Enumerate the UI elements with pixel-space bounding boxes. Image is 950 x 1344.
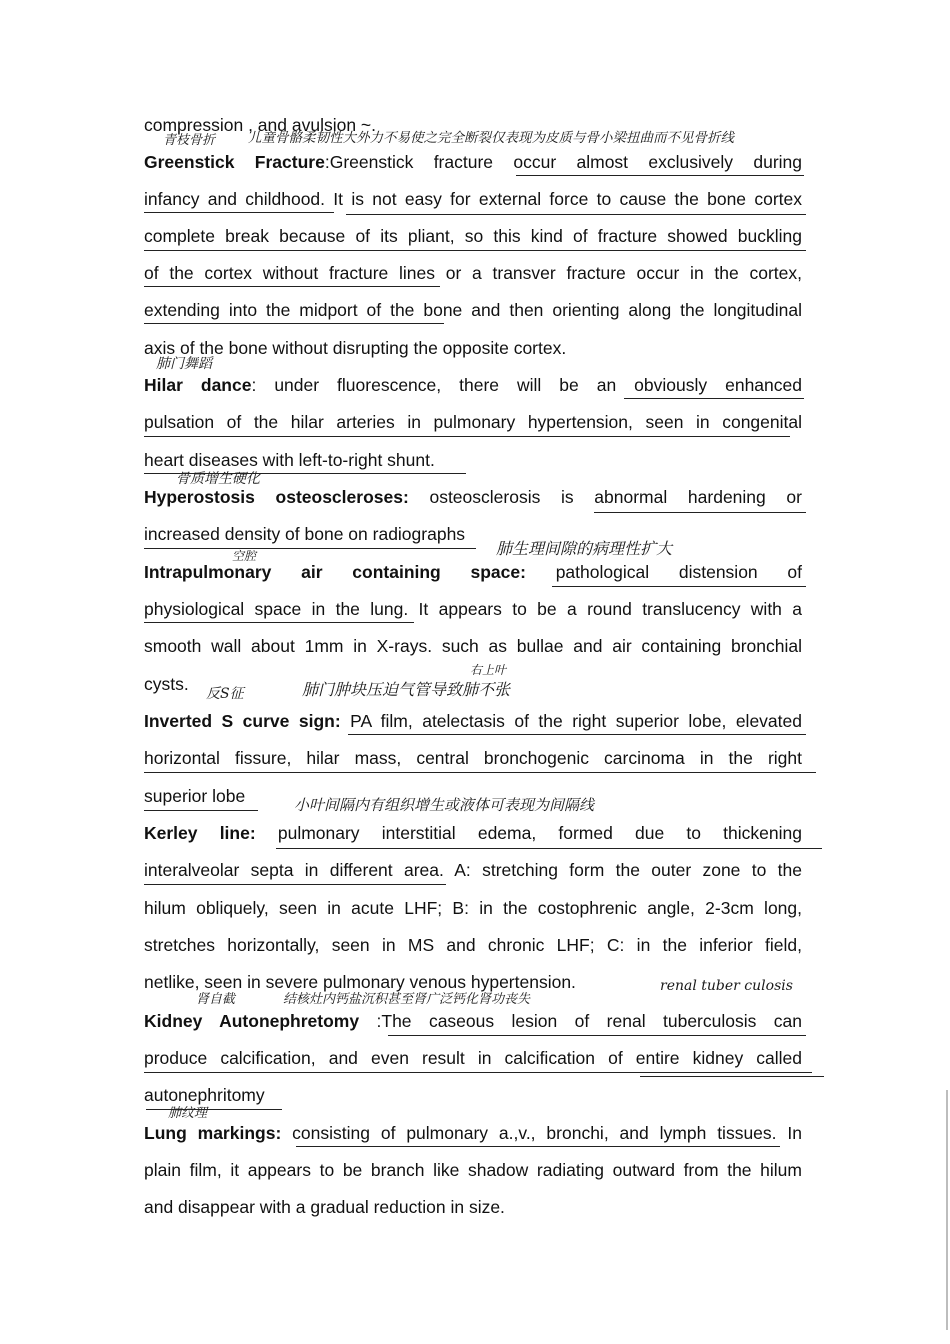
underline-mark	[296, 1146, 780, 1147]
term-heading: Kerley line:	[144, 823, 256, 843]
text-line: axis of the bone without disrupting the opposite cortex.	[144, 338, 567, 358]
text-line: horizontal fissure, hilar mass, central bronchogenic carcinoma in the right	[144, 748, 802, 768]
text-line: autonephritomy	[144, 1085, 265, 1105]
underline-mark	[516, 175, 804, 176]
text-line: produce calcification, and even result in calcification of entire kidney called	[144, 1048, 802, 1068]
text-line: pulsation of the hilar arteries in pulmonary hypertension, seen in congenital	[144, 412, 802, 432]
underline-mark	[144, 1072, 812, 1073]
handwritten-note: 右上叶	[470, 663, 507, 677]
underline-mark	[348, 734, 806, 735]
handwritten-note: 小叶间隔内有组织增生或液体可表现为间隔线	[294, 796, 595, 814]
underline-mark	[144, 884, 446, 885]
term-heading: Hyperostosis osteoscleroses:	[144, 487, 409, 507]
entry-kerley-line: Kerley line: pulmonary interstitial edema, formed due to thickening	[144, 823, 802, 843]
underline-mark	[640, 1076, 824, 1077]
underline-mark	[144, 548, 476, 549]
underline-mark	[144, 772, 816, 773]
underline-mark	[276, 848, 822, 849]
term-heading: Hilar dance	[144, 375, 252, 395]
underline-mark	[144, 473, 466, 474]
handwritten-note: 骨质增生硬化	[176, 471, 260, 487]
handwritten-note: 肺门舞蹈	[156, 356, 212, 372]
underline-mark	[346, 214, 806, 215]
text-line: compression , and avulsion ~.	[144, 115, 377, 135]
text-line: cysts.	[144, 674, 189, 694]
underline-mark	[144, 436, 790, 437]
text-line: extending into the midport of the bone and then orienting along the longitudinal	[144, 300, 802, 320]
text-line: stretches horizontally, seen in MS and chronic LHF; C: in the inferior field,	[144, 935, 802, 955]
term-heading: Kidney Autonephretomy	[144, 1011, 360, 1031]
underline-mark	[624, 398, 804, 399]
handwritten-note: 肺纹理	[168, 1106, 208, 1121]
handwritten-note: 青枝骨折	[163, 133, 216, 148]
handwritten-note: 反S征	[206, 686, 244, 702]
entry-hilar-dance: Hilar dance: under fluorescence, there will be an obviously enhanced	[144, 375, 802, 395]
entry-kidney-autonephretomy: Kidney Autonephretomy :The caseous lesion of renal tuberculosis can	[144, 1011, 802, 1031]
text-line: infancy and childhood. It is not easy for external force to cause the bone cortex	[144, 189, 802, 209]
handwritten-note: 空腔	[232, 549, 257, 563]
handwritten-note: 结核灶内钙盐沉积甚至肾广泛钙化肾功丧失	[283, 992, 531, 1007]
entry-lung-markings: Lung markings: consisting of pulmonary a.,v., bronchi, and lymph tissues. In	[144, 1123, 802, 1143]
entry-intrapulmonary-air-space: Intrapulmonary air containing space: pathological distension of	[144, 562, 802, 582]
handwritten-note: 肺门肿块压迫气管导致肺不张	[302, 680, 511, 699]
text-line: netlike, seen in severe pulmonary venous hypertension.	[144, 972, 576, 992]
term-heading: Inverted S curve sign:	[144, 711, 341, 731]
entry-greenstick-fracture: Greenstick Fracture:Greenstick fracture occur almost exclusively during	[144, 152, 802, 172]
underline-mark	[552, 586, 806, 587]
text-line: and disappear with a gradual reduction in size.	[144, 1197, 505, 1217]
text-line: complete break because of its pliant, so this kind of fracture showed buckling	[144, 226, 802, 246]
text-line: plain film, it appears to be branch like shadow radiating outward from the hilum	[144, 1160, 802, 1180]
text-line: of the cortex without fracture lines or a transver fracture occur in the cortex,	[144, 263, 802, 283]
text-line: hilum obliquely, seen in acute LHF; B: in the costophrenic angle, 2-3cm long,	[144, 898, 802, 918]
underline-mark	[144, 323, 444, 324]
page-edge-shadow	[946, 1090, 948, 1330]
underline-mark	[144, 250, 806, 251]
underline-mark	[144, 810, 258, 811]
text-line: heart diseases with left-to-right shunt.	[144, 450, 435, 470]
term-heading: Intrapulmonary air containing space:	[144, 562, 526, 582]
text-line: physiological space in the lung. It appears to be a round translucency with a	[144, 599, 802, 619]
entry-hyperostosis: Hyperostosis osteoscleroses: osteosclerosis is abnormal hardening or	[144, 487, 802, 507]
underline-mark	[144, 212, 334, 213]
term-heading: Lung markings:	[144, 1123, 282, 1143]
handwritten-note: 儿童骨骼柔韧性大外力不易使之完全断裂仅表现为皮质与骨小梁扭曲而不见骨折线	[248, 130, 734, 146]
entry-inverted-s-sign: Inverted S curve sign: PA film, atelectasis of the right superior lobe, elevated	[144, 711, 802, 731]
text-line: superior lobe	[144, 786, 246, 806]
text-line: increased density of bone on radiographs	[144, 524, 466, 544]
handwritten-note: 肺生理间隙的病理性扩大	[496, 539, 673, 558]
underline-mark	[146, 1109, 282, 1110]
text-line: smooth wall about 1mm in X-rays. such as bullae and air containing bronchial	[144, 636, 802, 656]
underline-mark	[144, 622, 414, 623]
term-heading: Greenstick Fracture	[144, 152, 325, 172]
handwritten-note: renal tuber culosis	[660, 978, 793, 994]
text-line: interalveolar septa in different area. A: stretching form the outer zone to the	[144, 860, 802, 880]
underline-mark	[144, 286, 440, 287]
underline-mark	[594, 512, 806, 513]
underline-mark	[388, 1035, 806, 1036]
handwritten-note: 肾自截	[196, 992, 236, 1007]
